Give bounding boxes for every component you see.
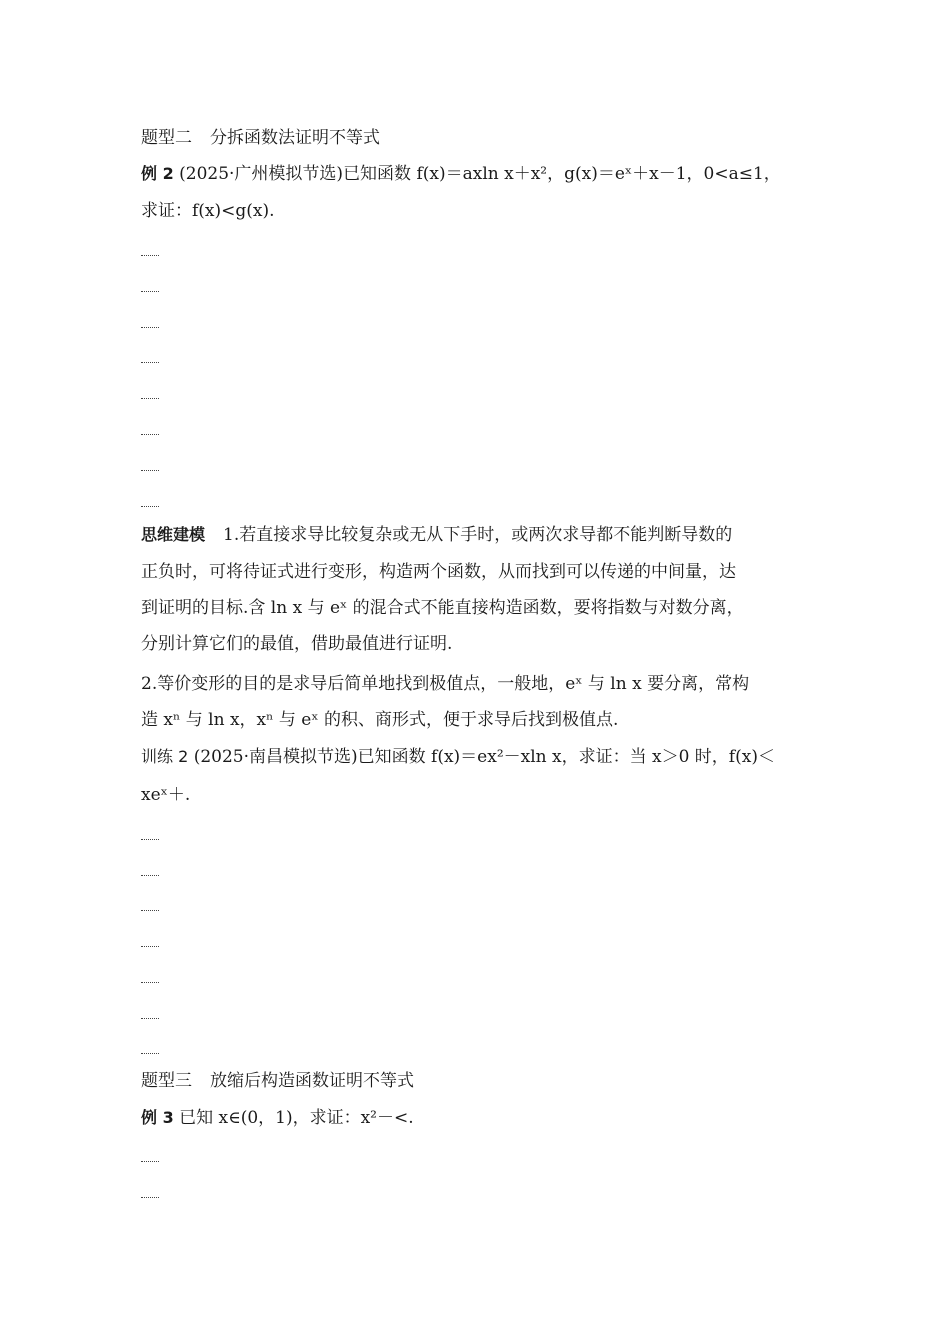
answer-line [141,362,159,363]
model-line-2 [141,562,736,582]
section-title: 放缩后构造函数证明不等式 [210,1071,414,1091]
training-2-line-2 [141,785,190,805]
answer-line [141,255,159,256]
model-text: 2.等价变形的目的是求导后简单地找到极值点，一般地，eˣ 与 ln x 要分离，常构 [141,674,750,694]
answer-line [141,327,159,328]
example-known: 已知函数 [343,164,412,184]
example-source: (2025·广州模拟节选) [179,164,344,184]
answer-line [141,982,159,983]
answer-line [141,291,159,292]
model-line-1 [141,525,732,545]
model-line-3 [141,598,744,618]
example-2-line-1: 例 2 (2025·广州模拟节选)已知函数 f(x)＝axln x＋x²，g(x)＝eˣ＋x－1，0<a≤1， [141,164,781,184]
section-heading-3 [141,1071,414,1091]
answer-line [141,1197,159,1198]
answer-line [141,839,159,840]
prove-statement: f(x)<g(x). [192,201,275,221]
condition: 0<a≤1 [703,164,764,184]
g-definition: g(x)＝eˣ＋x－1 [564,164,687,184]
model-label: 思维建模 [141,525,206,544]
example-label: 例 2 [141,164,174,183]
section-label: 题型二 [141,128,192,148]
prove-prefix: 求证： [141,201,192,221]
model-line-5 [141,674,749,694]
answer-line [141,434,159,435]
training-source: (2025·南昌模拟节选) [193,747,358,767]
answer-line [141,910,159,911]
example-2-line-2 [141,201,275,221]
model-text: 正负时，可将待证式进行变形，构造两个函数，从而找到可以传递的中间量，达 [141,562,736,582]
answer-line [141,946,159,947]
section-heading-2 [141,128,380,148]
answer-line [141,875,159,876]
example-3-line-1 [141,1108,414,1128]
model-text: 到证明的目标.含 ln x 与 eˣ 的混合式不能直接构造函数，要将指数与对数分离， [141,598,744,618]
section-title: 分拆函数法证明不等式 [210,128,380,148]
answer-line [141,1018,159,1019]
answer-line [141,1053,159,1054]
model-line-6 [141,710,618,730]
model-text: 1.若直接求导比较复杂或无从下手时，或两次求导都不能判断导数的 [223,525,733,545]
answer-line [141,1161,159,1162]
model-line-4 [141,634,452,654]
training-label: 训练 2 [141,747,189,766]
example-label: 例 3 [141,1108,174,1127]
training-text-2: xeˣ＋. [141,785,191,805]
model-text: 分别计算它们的最值，借助最值进行证明. [141,634,453,654]
training-text: 已知函数 f(x)＝ex²－xln x，求证：当 x＞0 时，f(x)＜ [357,747,775,767]
model-text: 造 xⁿ 与 ln x，xⁿ 与 eˣ 的积、商形式，便于求导后找到极值点. [141,710,619,730]
section-label: 题型三 [141,1071,192,1091]
example-text: 已知 x∈(0，1)，求证：x²－<. [179,1108,414,1128]
answer-line [141,506,159,507]
f-definition: f(x)＝axln x＋x² [416,164,548,184]
answer-line [141,470,159,471]
training-2-line-1 [141,747,775,767]
answer-line [141,398,159,399]
